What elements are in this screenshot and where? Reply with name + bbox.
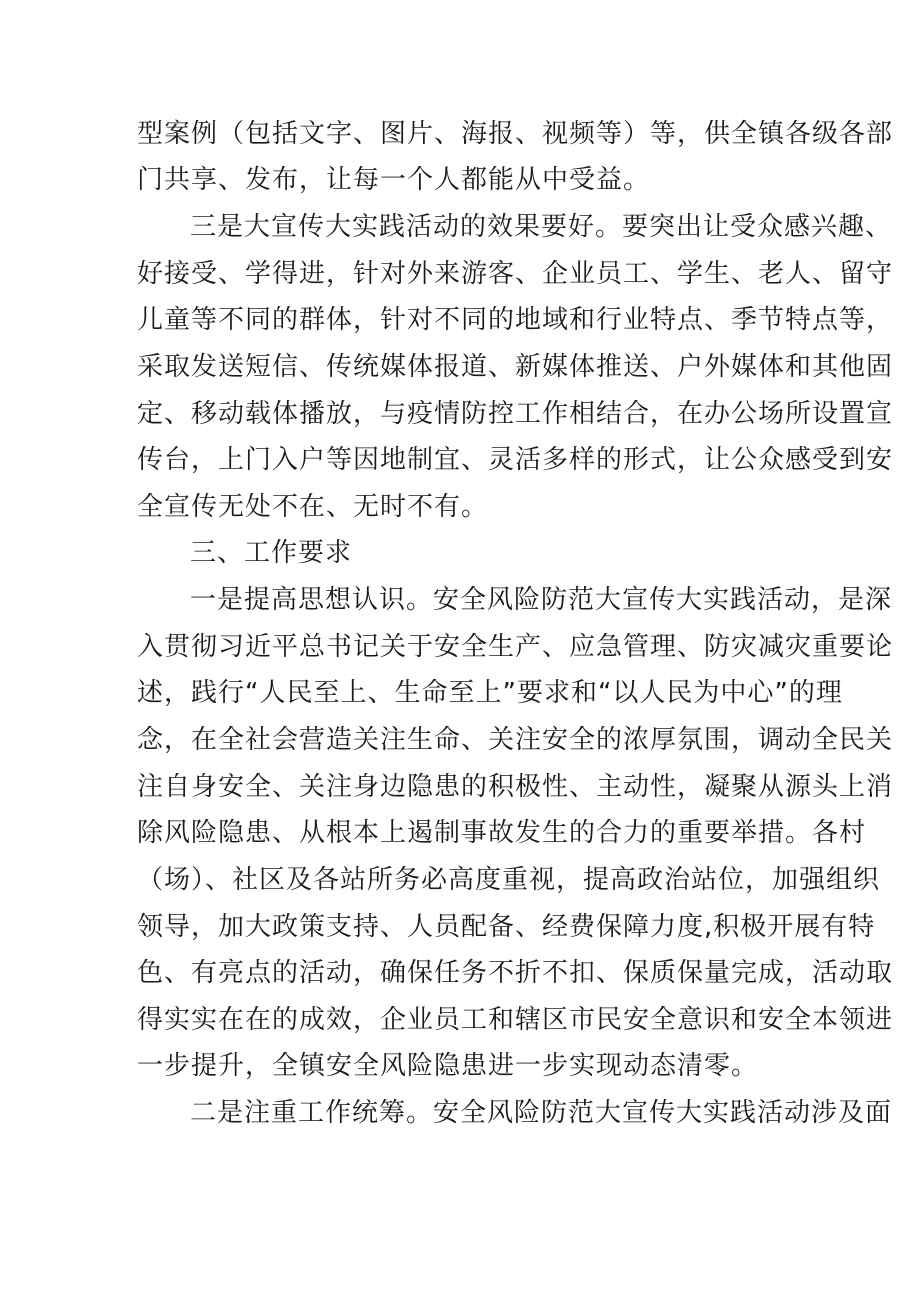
text-line: 述，践行“人民至上、生命至上”要求和“以人民为中心”的理 [137, 678, 843, 708]
text-line: 一步提升，全镇安全风险隐患进一步实现动态清零。 [137, 1051, 759, 1081]
text-line: 儿童等不同的群体，针对不同的地域和行业特点、季节特点等， [137, 305, 894, 335]
text-line: 门共享、发布，让每一个人都能从中受益。 [137, 165, 651, 195]
paragraph-first-line: 一是提高思想认识。安全风险防范大宣传大实践活动，是深 [190, 585, 893, 615]
text-line: 领导，加大政策支持、人员配备、经费保障力度,积极开展有特 [137, 912, 876, 942]
text-line: 定、移动载体播放，与疫情防控工作相结合，在办公场所设置宣 [137, 399, 894, 429]
text-line: 入贯彻习近平总书记关于安全生产、应急管理、防灾减灾重要论 [137, 632, 894, 662]
text-line: 得实实在在的成效，企业员工和辖区市民安全意识和安全本领进 [137, 1005, 894, 1035]
paragraph-first-line: 三是大宣传大实践活动的效果要好。要突出让受众感兴趣、 [190, 212, 893, 242]
text-line: 注自身安全、关注身边隐患的积极性、主动性，凝聚从源头上消 [137, 772, 894, 802]
text-line: 念，在全社会营造关注生命、关注安全的浓厚氛围，调动全民关 [137, 725, 894, 755]
text-line: 全宣传无处不在、无时不有。 [137, 492, 489, 522]
text-line: （场）、社区及各站所务必高度重视，提高政治站位，加强组织 [137, 865, 881, 895]
text-line: 型案例（包括文字、图片、海报、视频等）等，供全镇各级各部 [137, 119, 894, 149]
text-line: 除风险隐患、从根本上遏制事故发生的合力的重要举措。各村 [137, 818, 867, 848]
paragraph-first-line: 二是注重工作统筹。安全风险防范大宣传大实践活动涉及面 [190, 1098, 893, 1128]
text-line: 传台，上门入户等因地制宜、灵活多样的形式，让公众感受到安 [137, 445, 894, 475]
section-heading: 三、工作要求 [190, 538, 353, 568]
text-line: 采取发送短信、传统媒体报道、新媒体推送、户外媒体和其他固 [137, 352, 894, 382]
text-line: 色、有亮点的活动，确保任务不折不扣、保质保量完成，活动取 [137, 958, 894, 988]
text-line: 好接受、学得进，针对外来游客、企业员工、学生、老人、留守 [137, 259, 894, 289]
